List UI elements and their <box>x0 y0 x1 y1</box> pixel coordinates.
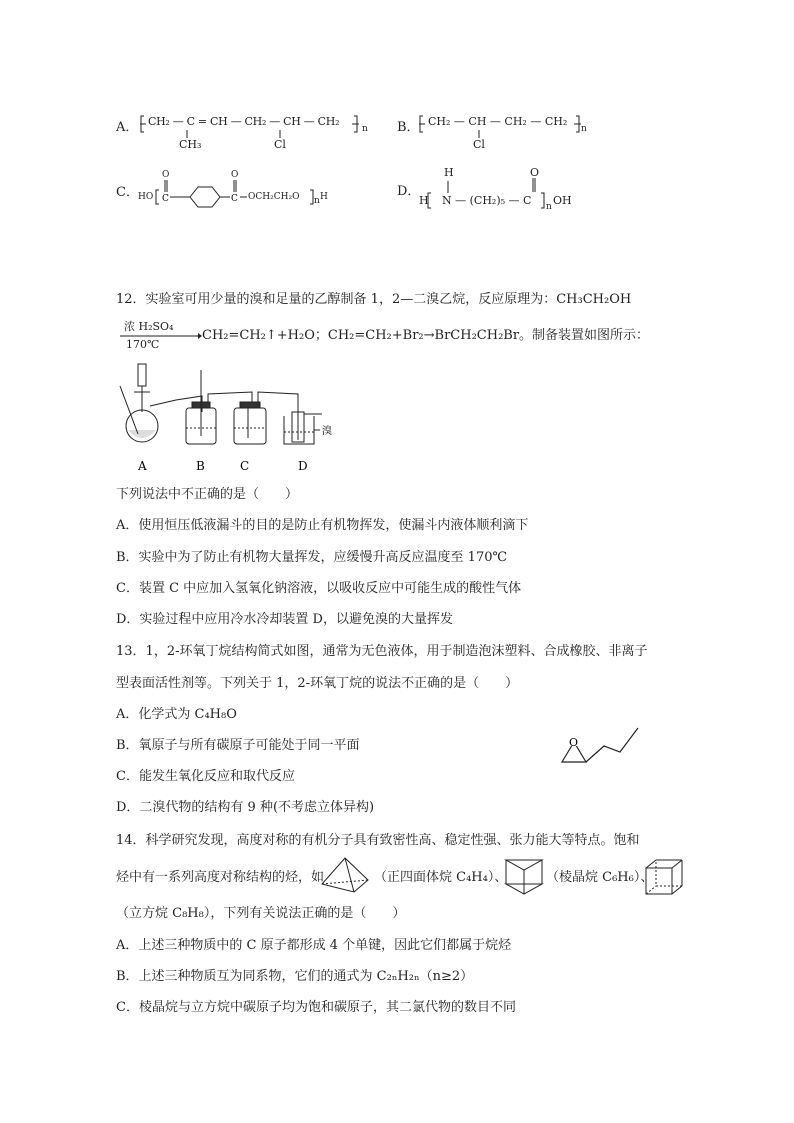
apparatus-label-a: A <box>138 459 147 473</box>
q11-option-d-chain: N — (CH₂)₅ — C <box>442 194 532 207</box>
apparatus-label-d: D <box>298 459 308 473</box>
q11-option-c-structure <box>150 168 340 212</box>
q11-option-d-oh: OH <box>553 194 572 207</box>
q11-option-c-o1: O <box>162 170 170 180</box>
q11-option-b-sub-cl: Cl <box>473 138 485 151</box>
q11-option-c-n: n <box>314 196 320 206</box>
svg-text:C: C <box>231 194 238 204</box>
q11-option-c-h: H <box>320 192 328 202</box>
apparatus-label-b: B <box>196 459 205 473</box>
q14-stem-line3: （立方烷 C₈H₈），下列有关说法正确的是（ ） <box>116 906 406 921</box>
q11-option-c-ho: HO <box>138 192 154 202</box>
q11-option-b <box>397 104 597 152</box>
q12-reaction-arrow <box>120 318 202 352</box>
q14-option-a: A．上述三种物质中的 C 原子都形成 4 个单键，因此它们都属于烷烃 <box>116 938 512 953</box>
q14-stem-line2c: （棱晶烷 C₆H₆）、 <box>546 870 654 885</box>
q12-option-d: D．实验过程中应用冷水冷却装置 D，以避免溴的大量挥发 <box>116 612 453 627</box>
cubane-icon <box>644 858 684 896</box>
q11-option-a-sub-cl: Cl <box>274 138 286 151</box>
q11-option-d-top-h: H <box>444 166 454 179</box>
q12-apparatus-diagram <box>112 356 342 476</box>
tetrahedrane-icon <box>318 856 372 896</box>
apparatus-label-bromine: 溴 <box>322 426 332 437</box>
q11-option-d-n: n <box>546 202 552 212</box>
q11-option-b-label: B． <box>397 120 420 135</box>
q11-option-b-n: n <box>581 124 587 134</box>
q11-option-d <box>397 164 597 220</box>
q12-stem: 12．实验室可用少量的溴和足量的乙醇制备 1，2—二溴乙烷，反应原理为：CH₃CH₂OH <box>116 292 632 307</box>
apparatus-label-c: C <box>240 459 250 473</box>
q13-option-b: B．氧原子与所有碳原子可能处于同一平面 <box>116 738 360 753</box>
q13-option-d: D．二溴代物的结构有 9 种(不考虑立体异构) <box>116 800 375 815</box>
apparatus-a <box>120 364 176 442</box>
prismane-icon <box>504 856 544 896</box>
apparatus-d <box>284 412 322 444</box>
q11-option-a-n: n <box>362 124 368 134</box>
q12-option-c: C．装置 C 中应加入氢氧化钠溶液，以吸收反应中可能生成的酸性气体 <box>116 581 522 596</box>
q11-option-a-sub-ch3: CH₃ <box>179 138 202 151</box>
q12-option-b: B．实验中为了防止有机物大量挥发，应缓慢升高反应温度至 170℃ <box>116 550 508 565</box>
q11-option-c-o2: O <box>231 170 239 180</box>
q12-question: 下列说法中不正确的是（ ） <box>116 487 299 502</box>
q11-option-d-label: D． <box>397 184 421 199</box>
q12-arrow-condition-top: 浓 H₂SO₄ <box>124 320 174 333</box>
q13-epoxybutane-structure <box>556 724 646 768</box>
q14-option-b: B．上述三种物质互为同系物，它们的通式为 C₂ₙH₂ₙ（n≥2） <box>116 969 474 984</box>
q11-option-b-chain: CH₂ — CH — CH₂ — CH₂ <box>428 115 568 128</box>
svg-text:O: O <box>569 736 579 749</box>
q11-option-a-chain: CH₂ — C = CH — CH₂ — CH — CH₂ <box>148 115 340 128</box>
q11-option-c <box>116 168 336 218</box>
q14-stem-line1: 14．科学研究发现，高度对称的有机分子具有致密性高、稳定性强、张力能大等特点。饱和 <box>116 833 640 848</box>
q13-stem-line1: 13．1，2-环氧丁烷结构简式如图，通常为无色液体，用于制造泡沫塑料、合成橡胶、非离子 <box>116 644 648 659</box>
apparatus-b <box>186 370 216 444</box>
q11-option-a <box>116 104 376 152</box>
q14-option-c: C．棱晶烷与立方烷中碳原子均为饱和碳原子，其二氯代物的数目不同 <box>116 1000 516 1015</box>
q14-stem-line2a: 烃中有一系列高度对称结构的烃，如 <box>116 870 325 885</box>
q11-option-a-label: A． <box>116 120 139 135</box>
q11-option-c-oxy: OCH₂CH₂O <box>248 192 300 202</box>
q12-option-a: A．使用恒压低液漏斗的目的是防止有机物挥发，使漏斗内液体顺利滴下 <box>116 518 529 533</box>
q11-option-d-left-h: H <box>419 194 429 207</box>
q11-option-c-label: C． <box>116 185 139 200</box>
q14-stem-line2b: （正四面体烷 C₄H₄）、 <box>374 870 508 885</box>
q12-arrow-condition-bottom: 170℃ <box>126 338 160 351</box>
q13-option-a: A．化学式为 C₄H₈O <box>116 707 237 722</box>
svg-text:C: C <box>162 194 169 204</box>
q11-option-d-structure <box>425 164 595 218</box>
apparatus-c <box>234 402 266 444</box>
q13-stem-line2: 型表面活性剂等。下列关于 1，2-环氧丁烷的说法不正确的是（ ） <box>116 676 519 691</box>
q12-reaction: CH₂=CH₂↑+H₂O；CH₂=CH₂+Br₂→BrCH₂CH₂Br。制备装置如图所示： <box>202 328 650 343</box>
q13-option-c: C．能发生氧化反应和取代反应 <box>116 769 295 784</box>
q11-option-d-o: O <box>530 166 540 179</box>
